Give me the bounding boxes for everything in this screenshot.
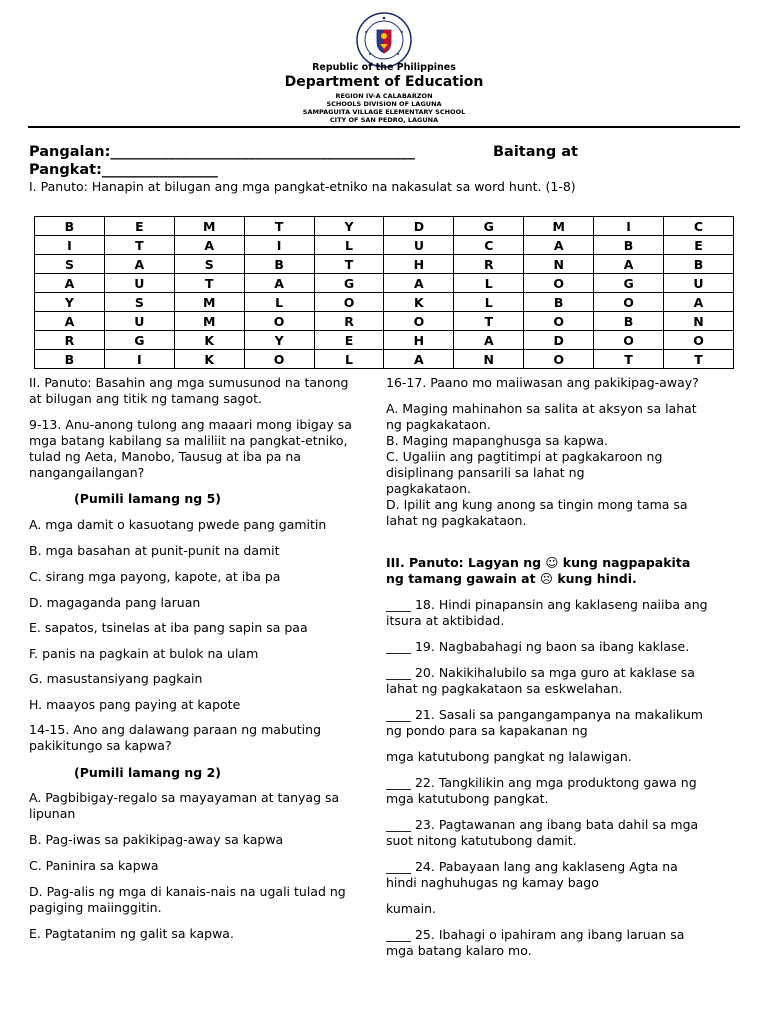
grid-cell[interactable]: E <box>314 331 384 350</box>
choice-option[interactable]: D. Pag-alis ng mga di kanais-nais na ugali tulad ng <box>29 884 346 899</box>
grid-cell[interactable]: A <box>384 350 454 369</box>
grid-cell[interactable]: R <box>454 255 524 274</box>
grid-cell[interactable]: A <box>664 293 734 312</box>
grid-cell[interactable]: O <box>524 274 594 293</box>
grid-cell[interactable]: O <box>594 293 664 312</box>
choice-option[interactable]: E. Pagtatanim ng galit sa kapwa. <box>29 926 234 941</box>
choice-option[interactable]: C. sirang mga payong, kapote, at iba pa <box>29 569 281 584</box>
grid-cell[interactable]: A <box>35 312 105 331</box>
item-text: itsura at aktibidad. <box>386 613 505 628</box>
part2-instruction: at bilugan ang titik ng tamang sagot. <box>29 391 262 406</box>
grid-cell[interactable]: B <box>594 312 664 331</box>
school-line: SAMPAGUITA VILLAGE ELEMENTARY SCHOOL <box>302 108 466 116</box>
city-line: CITY OF SAN PEDRO, LAGUNA <box>329 116 439 124</box>
grid-cell[interactable]: D <box>384 217 454 236</box>
name-field[interactable]: Pangalan:__________________________________________ <box>29 144 415 160</box>
choice-option[interactable]: lahat ng pagkakataon. <box>386 513 527 528</box>
grid-cell[interactable]: A <box>524 236 594 255</box>
question-text: pakikitungo sa kapwa? <box>29 738 172 753</box>
part3-instruction: III. Panuto: Lagyan ng ☺ kung nagpapakita <box>386 555 691 570</box>
grid-row <box>35 217 734 236</box>
question-text: mga batang kabilang sa maliliit na pangkat-etniko, <box>29 433 348 448</box>
grid-cell[interactable]: S <box>35 255 105 274</box>
choice-option[interactable]: B. Maging mapanghusga sa kapwa. <box>386 433 609 448</box>
grid-cell[interactable]: H <box>384 255 454 274</box>
grid-cell[interactable]: Y <box>35 293 105 312</box>
item-text[interactable]: ____ 22. Tangkilikin ang mga produktong gawa ng <box>386 775 697 790</box>
grid-cell[interactable]: C <box>664 217 734 236</box>
item-text[interactable]: ____ 23. Pagtawanan ang ibang bata dahil sa mga <box>386 817 699 832</box>
grid-cell[interactable]: E <box>104 217 174 236</box>
choose-note: (Pumili lamang ng 2) <box>74 765 221 780</box>
choice-option[interactable]: ng pagkakataon. <box>386 417 491 432</box>
grid-cell[interactable]: H <box>384 331 454 350</box>
grid-cell[interactable]: L <box>244 293 314 312</box>
choice-option[interactable]: H. maayos pang paying at kapote <box>29 697 241 712</box>
grid-row <box>35 293 734 312</box>
part3-instruction: ng tamang gawain at ☹ kung hindi. <box>386 571 637 586</box>
region-line: REGION IV-A CALABARZON <box>335 92 433 100</box>
choice-option[interactable]: A. Maging mahinahon sa salita at aksyon sa lahat <box>386 401 697 416</box>
grid-cell[interactable]: A <box>454 331 524 350</box>
grid-cell[interactable]: T <box>104 236 174 255</box>
grid-cell[interactable]: E <box>664 236 734 255</box>
grid-cell[interactable]: D <box>524 331 594 350</box>
grid-cell[interactable]: K <box>174 331 244 350</box>
question-text: 9-13. Anu-anong tulong ang maaari mong ibigay sa <box>29 417 352 432</box>
word-hunt-grid <box>34 216 734 369</box>
grid-row <box>35 236 734 255</box>
grid-cell[interactable]: T <box>664 350 734 369</box>
grid-cell[interactable]: M <box>174 293 244 312</box>
choice-option[interactable]: A. Pagbibigay-regalo sa mayayaman at tanyag sa <box>29 790 340 805</box>
grid-cell[interactable]: A <box>244 274 314 293</box>
grade-label: Baitang at <box>493 144 578 160</box>
choice-option[interactable]: disiplinang pansarili sa lahat ng <box>386 465 585 480</box>
department-title: Department of Education <box>284 74 484 90</box>
choice-option[interactable]: C. Paninira sa kapwa <box>29 858 159 873</box>
grid-cell[interactable]: T <box>594 350 664 369</box>
grid-cell[interactable]: I <box>104 350 174 369</box>
part1-instruction: I. Panuto: Hanapin at bilugan ang mga pangkat-etniko na nakasulat sa word hunt. (1-8) <box>29 179 576 194</box>
item-text: hindi naghuhugas ng kamay bago <box>386 875 599 890</box>
grid-cell[interactable]: A <box>594 255 664 274</box>
item-text: ng pondo para sa kapakanan ng <box>386 723 588 738</box>
grid-cell[interactable]: U <box>664 274 734 293</box>
republic-line: Republic of the Philippines <box>312 62 456 73</box>
grid-cell[interactable]: T <box>244 217 314 236</box>
grid-cell[interactable]: K <box>174 350 244 369</box>
item-text: lahat ng pagkakataon sa eskwelahan. <box>386 681 623 696</box>
grid-cell[interactable]: M <box>524 217 594 236</box>
grid-cell[interactable]: I <box>35 236 105 255</box>
item-text[interactable]: ____ 21. Sasali sa pangangampanya na makalikum <box>386 707 703 722</box>
grid-cell[interactable]: N <box>454 350 524 369</box>
section-field[interactable]: Pangkat:________________ <box>29 162 218 178</box>
choice-option[interactable]: B. Pag-iwas sa pakikipag-away sa kapwa <box>29 832 284 847</box>
grid-cell[interactable]: L <box>314 236 384 255</box>
grid-cell[interactable]: M <box>174 217 244 236</box>
choice-option[interactable]: D. magaganda pang laruan <box>29 595 201 610</box>
grid-cell[interactable]: Y <box>244 331 314 350</box>
grid-cell[interactable]: N <box>524 255 594 274</box>
choice-option[interactable]: E. sapatos, tsinelas at iba pang sapin sa paa <box>29 620 308 635</box>
grid-cell[interactable]: Y <box>314 217 384 236</box>
grid-cell[interactable]: M <box>174 312 244 331</box>
grid-cell[interactable]: B <box>35 217 105 236</box>
choice-option[interactable]: B. mga basahan at punit-punit na damit <box>29 543 280 558</box>
grid-cell[interactable]: A <box>104 255 174 274</box>
grid-cell[interactable]: C <box>454 236 524 255</box>
grid-cell[interactable]: A <box>35 274 105 293</box>
grid-cell[interactable]: I <box>594 217 664 236</box>
grid-cell[interactable]: A <box>384 274 454 293</box>
grid-row <box>35 312 734 331</box>
grid-row <box>35 331 734 350</box>
grid-cell[interactable]: S <box>174 255 244 274</box>
item-text: mga katutubong pangkat ng lalawigan. <box>386 749 632 764</box>
grid-cell[interactable]: U <box>104 312 174 331</box>
choice-option[interactable]: G. masustansiyang pagkain <box>29 671 203 686</box>
grid-row <box>35 255 734 274</box>
grid-cell[interactable]: A <box>174 236 244 255</box>
grid-row <box>35 274 734 293</box>
item-text[interactable]: ____ 19. Nagbabahagi ng baon sa ibang kaklase. <box>386 639 690 654</box>
grid-cell[interactable]: T <box>174 274 244 293</box>
item-text: suot nitong katutubong damit. <box>386 833 577 848</box>
grid-cell[interactable]: O <box>664 331 734 350</box>
grid-cell[interactable]: L <box>314 350 384 369</box>
name-row <box>29 144 578 160</box>
grid-cell[interactable]: O <box>244 312 314 331</box>
choice-option[interactable]: D. Ipilit ang kung anong sa tingin mong tama sa <box>386 497 688 512</box>
grid-cell[interactable]: K <box>384 293 454 312</box>
header-divider <box>28 126 740 128</box>
grid-cell[interactable]: U <box>384 236 454 255</box>
item-text[interactable]: ____ 25. Ibahagi o ipahiram ang ibang laruan sa <box>386 927 685 942</box>
deped-seal-logo <box>356 12 412 68</box>
grid-cell[interactable]: O <box>594 331 664 350</box>
grid-cell[interactable]: R <box>35 331 105 350</box>
grid-cell[interactable]: T <box>314 255 384 274</box>
grid-cell[interactable]: B <box>524 293 594 312</box>
grid-cell[interactable]: G <box>104 331 174 350</box>
grid-cell[interactable]: O <box>524 350 594 369</box>
item-text: kumain. <box>386 901 436 916</box>
question-text: 14-15. Ano ang dalawang paraan ng mabuting <box>29 722 321 737</box>
grid-cell[interactable]: U <box>104 274 174 293</box>
question-text: 16-17. Paano mo maiiwasan ang pakikipag-away? <box>386 375 699 390</box>
item-text[interactable]: ____ 18. Hindi pinapansin ang kaklaseng naiiba ang <box>386 597 708 612</box>
choice-option[interactable]: lipunan <box>29 806 76 821</box>
grid-cell[interactable]: B <box>35 350 105 369</box>
grid-cell[interactable]: O <box>314 293 384 312</box>
grid-cell[interactable]: T <box>454 312 524 331</box>
grid-cell[interactable]: B <box>664 255 734 274</box>
grid-cell[interactable]: G <box>454 217 524 236</box>
grid-cell[interactable]: L <box>454 293 524 312</box>
grid-cell[interactable]: O <box>384 312 454 331</box>
item-text: mga batang kalaro mo. <box>386 943 532 958</box>
item-text: mga katutubong pangkat. <box>386 791 549 806</box>
grid-cell[interactable]: S <box>104 293 174 312</box>
choice-option[interactable]: pagkakataon. <box>386 481 471 496</box>
grid-cell[interactable]: G <box>314 274 384 293</box>
choice-option[interactable]: F. panis na pagkain at bulok na ulam <box>29 646 259 661</box>
choice-option[interactable]: A. mga damit o kasuotang pwede pang gamitin <box>29 517 327 532</box>
question-text: nangangailangan? <box>29 465 145 480</box>
grid-cell[interactable]: B <box>244 255 314 274</box>
choice-option[interactable]: pagiging maiinggitin. <box>29 900 162 915</box>
choose-note: (Pumili lamang ng 5) <box>74 491 221 506</box>
grid-cell[interactable]: I <box>244 236 314 255</box>
item-text[interactable]: ____ 20. Nakikihalubilo sa mga guro at kaklase sa <box>386 665 695 680</box>
grid-row <box>35 350 734 369</box>
part2-instruction: II. Panuto: Basahin ang mga sumusunod na tanong <box>29 375 349 390</box>
grid-cell[interactable]: O <box>244 350 314 369</box>
grid-cell[interactable]: G <box>594 274 664 293</box>
division-line: SCHOOLS DIVISION OF LAGUNA <box>326 100 442 108</box>
item-text[interactable]: ____ 24. Pabayaan lang ang kaklaseng Agta na <box>386 859 678 874</box>
grid-cell[interactable]: O <box>524 312 594 331</box>
grid-cell[interactable]: B <box>594 236 664 255</box>
grid-cell[interactable]: R <box>314 312 384 331</box>
grid-cell[interactable]: L <box>454 274 524 293</box>
question-text: tulad ng Aeta, Manobo, Tausug at iba pa na <box>29 449 301 464</box>
choice-option[interactable]: C. Ugaliin ang pagtitimpi at pagkakaroon ng <box>386 449 663 464</box>
grid-cell[interactable]: N <box>664 312 734 331</box>
